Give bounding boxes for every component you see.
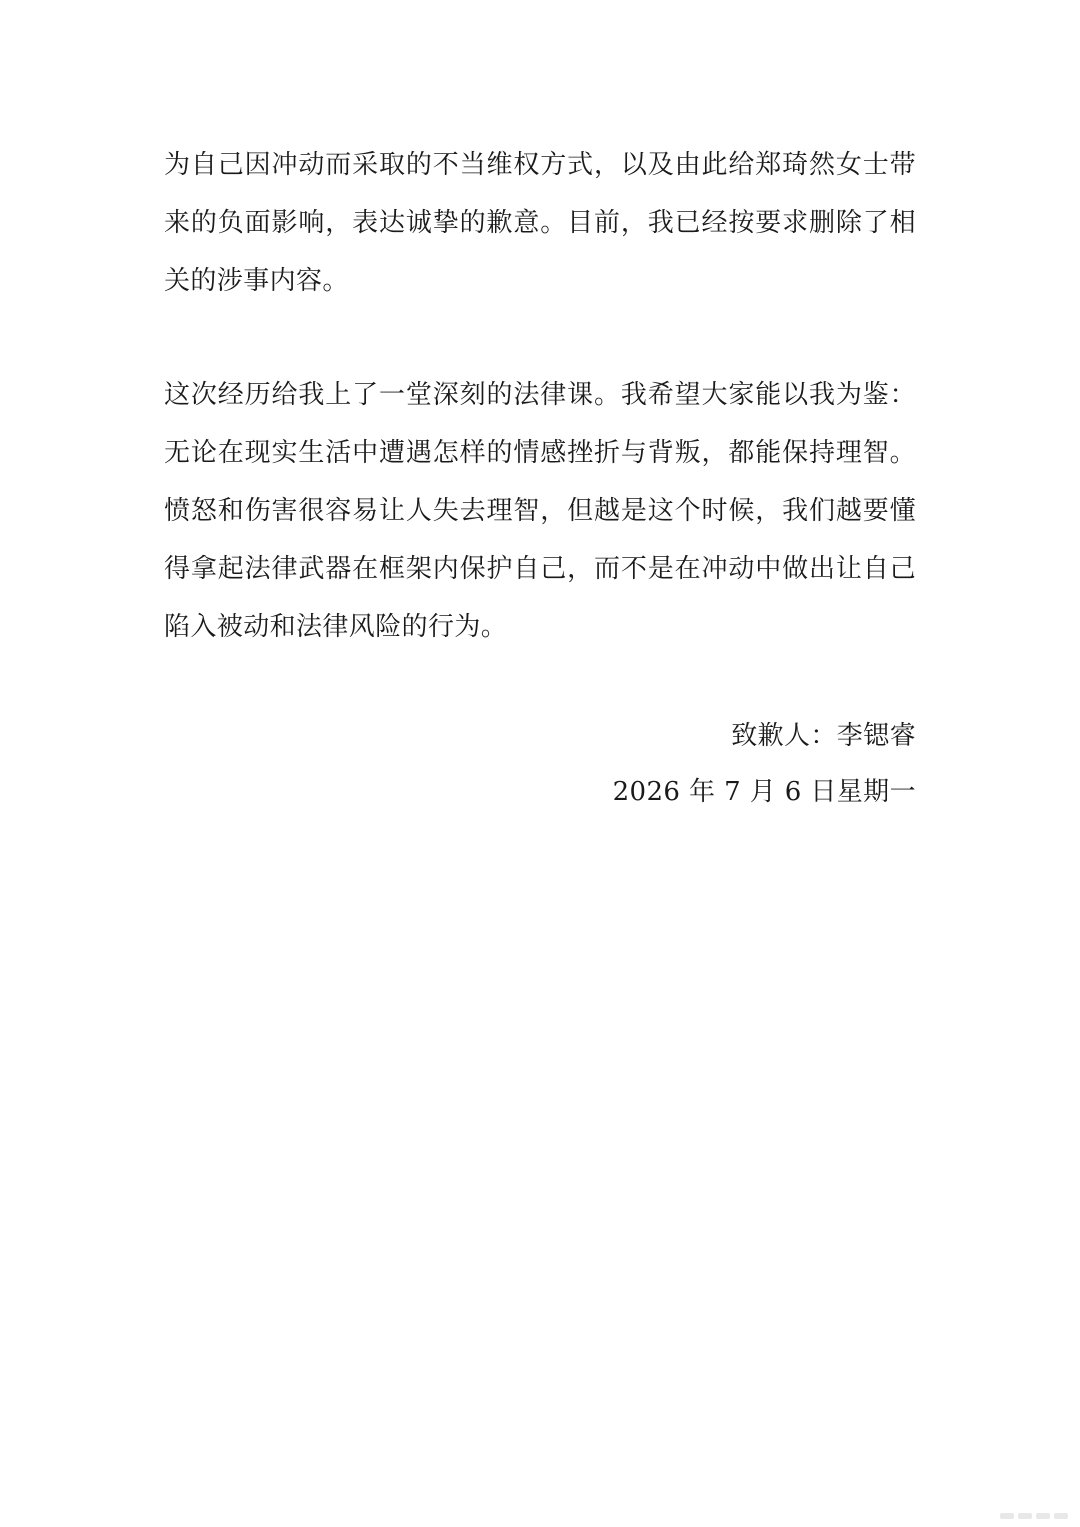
- watermark-mark: [1036, 1513, 1050, 1519]
- paragraph-apology: 为自己因冲动而采取的不当维权方式，以及由此给郑琦然女士带来的负面影响，表达诚挚的歉意。目前，我已经按要求删除了相关的涉事内容。: [164, 150, 916, 296]
- watermark-mark: [1000, 1513, 1014, 1519]
- paragraph-lesson: 这次经历给我上了一堂深刻的法律课。我希望大家能以我为鉴：无论在现实生活中遭遇怎样的情感挫折与背叛，都能保持理智。愤怒和伤害很容易让人失去理智，但越是这个时候，我们越要懂得拿起法律武器在框架内保护自己，而不是在冲动中做出让自己陷入被动和法律风险的行为。: [164, 380, 916, 642]
- letter-body: [164, 136, 916, 820]
- signature-date: 2026 年 7 月 6 日星期一: [612, 777, 916, 807]
- watermark-mark: [1054, 1513, 1068, 1519]
- signature-name: 致歉人：李锶睿: [731, 721, 916, 751]
- signature-block: [164, 708, 916, 820]
- corner-watermark: [1000, 1513, 1068, 1519]
- watermark-mark: [1018, 1513, 1032, 1519]
